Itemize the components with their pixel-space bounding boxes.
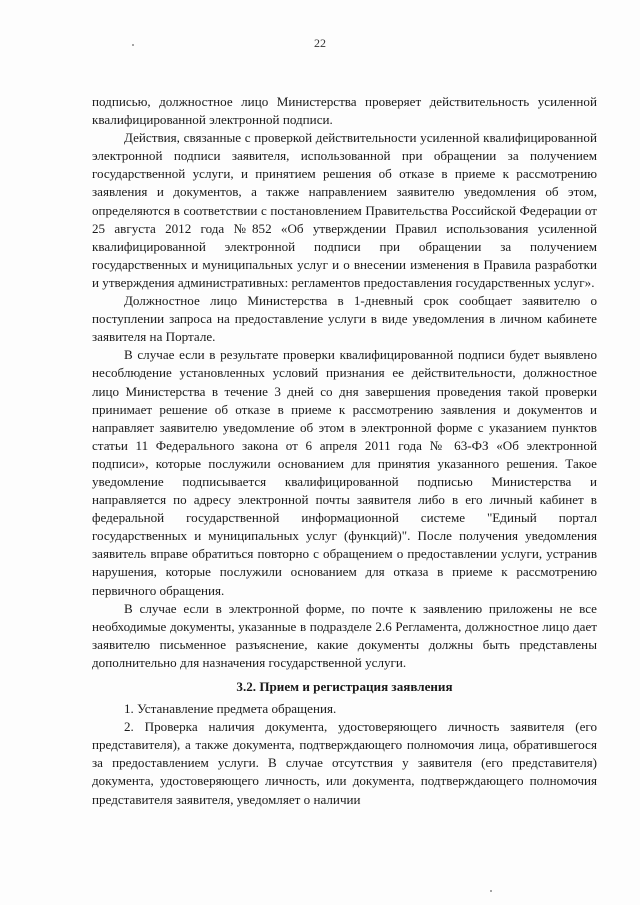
list-item: 2. Проверка наличия документа, удостоверяющего личность заявителя (его представителя), а также документа, подтверждающего полномочия лица, обратившегося за предоставлением услуги. В случае отсутствия у заявителя (его представителя) документа, удостоверяющего личность, или документа, подтверждающего полномочия представителя заявителя, уведомляет о наличии bbox=[92, 719, 597, 807]
document-body bbox=[92, 93, 597, 809]
paragraph: В случае если в результате проверки квалифицированной подписи будет выявлено несоблюдение установленных условий признания ее действительности, должностное лицо Министерства в течение 3 дней со дня завершения проведения такой проверки принимает решение об отказе в приеме к рассмотрению заявления и документов и направляет заявителю уведомление об этом в электронной форме с указанием пунктов статьи 11 Федерального закона от 6 апреля 2011 года № 63-ФЗ «Об электронной подписи», которые послужили основанием для принятия указанного решения. Такое уведомление подписывается квалифицированной подписью Министерства и направляется по адресу электронной почты заявителя либо в его личный кабинет в федеральной государственной информационной системе "Единый портал государственных и муниципальных услуг (функций)". После получения уведомления заявитель вправе обратиться повторно с обращением о предоставлении услуги, устранив нарушения, которые послужили основанием для отказа в приеме к рассмотрению первичного обращения. bbox=[92, 347, 597, 598]
section-heading: 3.2. Прием и регистрация заявления bbox=[236, 679, 453, 694]
paragraph: Действия, связанные с проверкой действительности усиленной квалифицированной электронной подписи заявителя, использованной при обращении за получением государственной услуги, и принятием решения об отказе в приеме к рассмотрению заявления и документов, а также направлением заявителю уведомления об этом, определяются в соответствии с постановлением Правительства Российской Федерации от 25 августа 2012 года №852 «Об утверждении Правил использования усиленной квалифицированной электронной подписи при обращении за получением государственных и муниципальных услуг и о внесении изменения в Правила разработки и утверждения административных: регламентов предоставления государственных услуг». bbox=[92, 130, 597, 290]
list-item: 1. Устанавление предмета обращения. bbox=[124, 701, 337, 717]
page-number: 22 bbox=[314, 36, 326, 50]
paragraph: В случае если в электронной форме, по почте к заявлению приложены не все необходимые документы, указанные в подразделе 2.6 Регламента, должностное лицо дает заявителю письменное разъяснение, какие документы должны быть представлены дополнительно для назначения государственной услуги. bbox=[92, 600, 597, 670]
paragraph: подписью, должностное лицо Министерства проверяет действительность усиленной квалифицированной электронной подписи. bbox=[92, 94, 597, 128]
scan-speck bbox=[490, 890, 492, 892]
paragraph: Должностное лицо Министерства в 1-дневный срок сообщает заявителю о поступлении запроса на предоставление услуги в виде уведомления в личном кабинете заявителя на Портале. bbox=[92, 293, 597, 345]
